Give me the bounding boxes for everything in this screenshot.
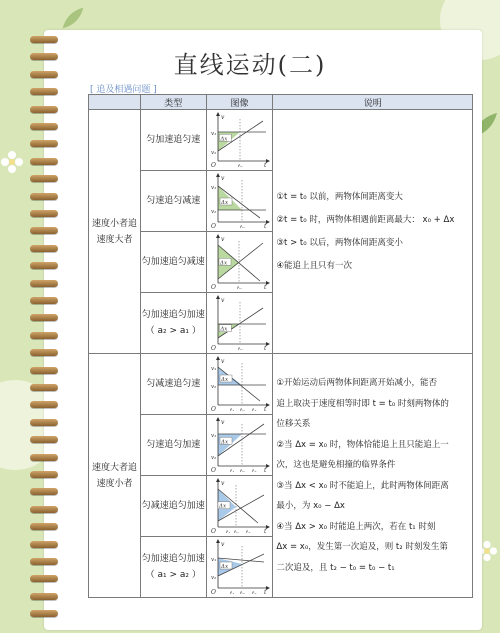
binding-ring [30, 36, 58, 43]
velocity-label: v₁ [211, 184, 217, 191]
desc-line: ②t = t₀ 时，两物体相遇前距离最大： x₀ + Δx [276, 214, 455, 225]
t0-label: t₀ [237, 285, 242, 289]
binding-ring [30, 488, 58, 495]
type-cell: 匀加速追匀加速 （ a₂ > a₁ ） [140, 293, 206, 354]
v-axis-arrow [216, 112, 220, 116]
delta-x-label: Δx [220, 135, 228, 142]
v-axis-label: v [221, 357, 225, 365]
delta-x-label: Δx [219, 503, 227, 510]
vt-graph [208, 416, 270, 472]
velocity-label: v₂ [211, 574, 217, 581]
graph-cell [206, 537, 273, 598]
origin-label: O [211, 161, 217, 167]
header-desc: 说明 [273, 95, 473, 110]
vt-graph [208, 294, 270, 350]
binding-ring [30, 123, 58, 130]
desc-line: 追上取决于速度相等时即 t = t₀ 时刻两物体的 [276, 398, 449, 409]
t-axis-label: t [264, 405, 267, 411]
binding-ring [30, 245, 58, 252]
origin-label: O [211, 466, 217, 472]
t1-label: t₁ [230, 468, 235, 472]
v-axis-arrow [216, 173, 220, 177]
binding-ring [30, 262, 58, 269]
t0-label: t₀ [234, 529, 239, 533]
velocity-label: v₂ [211, 208, 217, 215]
origin-label: O [211, 283, 217, 289]
t-axis-label: t [264, 466, 267, 472]
binding-ring [30, 193, 58, 200]
delta-x-label: Δx [220, 326, 228, 333]
t0-label: t₀ [238, 163, 243, 167]
t-axis-label: t [264, 283, 267, 289]
v-axis-label: v [221, 174, 225, 182]
binding-ring [30, 314, 58, 321]
desc-line: 次，这也是避免相撞的临界条件 [276, 460, 396, 470]
type-cell: 匀加速追匀速 [140, 110, 206, 171]
v-axis-arrow [216, 478, 220, 482]
type-cell: 匀减速追匀加速 [140, 476, 206, 537]
velocity-label: v₁ [211, 432, 217, 439]
origin-label: O [211, 405, 217, 411]
velocity-label: v₁ [211, 130, 217, 137]
header-empty [89, 95, 141, 110]
section-tag: [ 追及相遇问题 ] [90, 85, 157, 95]
t-axis-label: t [264, 161, 267, 167]
header-type: 类型 [140, 95, 206, 110]
flower-icon [0, 150, 24, 174]
spiral-binding [30, 36, 60, 626]
desc-line: ④能追上且只有一次 [276, 260, 353, 271]
binding-ring [30, 71, 58, 78]
desc-line: ①开始运动后两物体间距离开始减小，能否 [276, 378, 438, 388]
t0-label: t₀ [238, 346, 243, 350]
desc-line: 最小，为 x₀ − Δx [276, 501, 345, 511]
origin-label: O [211, 588, 217, 594]
type-cell: 匀速追匀减速 [140, 171, 206, 232]
type-cell: 匀加速追匀减速 [140, 232, 206, 293]
vt-graph [208, 477, 270, 533]
desc-cell [273, 354, 473, 598]
origin-label: O [211, 527, 217, 533]
v-axis-label: v [221, 479, 225, 487]
binding-ring [30, 367, 58, 374]
page-title: 直线运动(二) [173, 51, 327, 79]
t-axis-arrow [266, 220, 270, 224]
header-image: 图像 [206, 95, 273, 110]
binding-ring [30, 106, 58, 113]
t1-label: t₁ [230, 407, 235, 411]
binding-ring [30, 541, 58, 548]
desc-line: ①t = t₀ 以前，两物体间距离变大 [276, 191, 403, 202]
binding-ring [30, 610, 58, 617]
velocity-line [218, 308, 263, 338]
desc-line: ③t > t₀ 以后，两物体间距离变小 [276, 237, 403, 248]
velocity-label: v₂ [211, 454, 217, 461]
delta-x-label: Δx [221, 563, 229, 570]
binding-ring [30, 227, 58, 234]
origin-label: O [211, 344, 217, 350]
graph-cell [206, 110, 273, 171]
binding-ring [30, 140, 58, 147]
desc-cell [273, 110, 473, 354]
t-axis-label: t [264, 344, 267, 350]
binding-ring [30, 419, 58, 426]
v-axis-label: v [221, 418, 225, 426]
graph-cell [206, 354, 273, 415]
graph-cell [206, 476, 273, 537]
graph-cell [206, 171, 273, 232]
category-cell: 速度大者追 速度小者 [89, 354, 141, 598]
delta-x-label: Δx [221, 438, 229, 445]
chase-table [88, 94, 473, 598]
binding-ring [30, 280, 58, 287]
velocity-label: v₁ [211, 556, 217, 563]
binding-ring [30, 436, 58, 443]
graph-cell [206, 415, 273, 476]
origin-label: O [211, 222, 217, 228]
binding-ring [30, 558, 58, 565]
vt-graph [208, 538, 270, 594]
vt-graph [208, 233, 270, 289]
table-row [89, 110, 473, 171]
vt-graph [208, 355, 270, 411]
t2-label: t₂ [252, 590, 257, 594]
desc-line: ④当 Δx > x₀ 时能追上两次，若在 t₁ 时刻 [276, 521, 436, 532]
v-axis-label: v [221, 540, 225, 548]
binding-ring [30, 454, 58, 461]
t2-label: t₂ [252, 468, 257, 472]
leaf-icon [60, 5, 86, 31]
binding-ring [30, 384, 58, 391]
velocity-label: v₂ [211, 149, 217, 156]
v-axis-arrow [216, 539, 220, 543]
t0-label: t₀ [240, 224, 245, 228]
binding-ring [30, 349, 58, 356]
binding-ring [30, 297, 58, 304]
t-axis-arrow [266, 342, 270, 346]
binding-ring [30, 401, 58, 408]
vt-graph [208, 111, 270, 167]
t-axis-arrow [266, 464, 270, 468]
t1-label: t₁ [226, 529, 231, 533]
desc-line: Δx = x₀，发生第一次追及，则 t₂ 时刻发生第 [276, 542, 448, 552]
desc-line: ③当 Δx < x₀ 时不能追上，此时两物体间距离 [276, 480, 449, 491]
t-axis-arrow [266, 525, 270, 529]
table-row [89, 354, 473, 415]
graph-cell [206, 232, 273, 293]
v-axis-arrow [216, 417, 220, 421]
v-axis-label: v [221, 296, 225, 304]
t-axis-arrow [266, 586, 270, 590]
v-axis-label: v [221, 113, 225, 121]
category-cell: 速度小者追 速度大者 [89, 110, 141, 354]
t0-label: t₀ [240, 468, 245, 472]
delta-x-label: Δx [221, 376, 229, 383]
t2-label: t₂ [252, 407, 257, 411]
type-cell: 匀速追匀加速 [140, 415, 206, 476]
vt-graph [208, 172, 270, 228]
delta-x-label: Δx [220, 259, 228, 266]
binding-ring [30, 593, 58, 600]
binding-ring [30, 210, 58, 217]
binding-ring [30, 332, 58, 339]
type-cell: 匀减速追匀速 [140, 354, 206, 415]
t-axis-label: t [264, 222, 267, 228]
v-axis-label: v [221, 235, 225, 243]
desc-line: 二次追及，且 t₂ − t₀ = t₀ − t₁ [276, 562, 395, 573]
desc-line: 位移关系 [276, 419, 311, 429]
t-axis-label: t [264, 527, 267, 533]
binding-ring [30, 175, 58, 182]
t-axis-arrow [266, 159, 270, 163]
binding-ring [30, 506, 58, 513]
desc-line: ②当 Δx = x₀ 时，物体恰能追上且只能追上一 [276, 439, 449, 450]
binding-ring [30, 575, 58, 582]
t0-label: t₀ [240, 407, 245, 411]
binding-ring [30, 471, 58, 478]
velocity-label: v₁ [211, 365, 217, 372]
t-axis-arrow [266, 281, 270, 285]
t2-label: t₂ [246, 529, 251, 533]
t-axis-arrow [266, 403, 270, 407]
type-cell: 匀加速追匀加速 （ a₁ > a₂ ） [140, 537, 206, 598]
t1-label: t₁ [230, 590, 235, 594]
graph-cell [206, 293, 273, 354]
binding-ring [30, 158, 58, 165]
binding-ring [30, 53, 58, 60]
binding-ring [30, 523, 58, 530]
v-axis-arrow [216, 295, 220, 299]
delta-x-label: Δx [221, 199, 229, 206]
v-axis-arrow [216, 356, 220, 360]
binding-ring [30, 88, 58, 95]
table-header-row [89, 95, 473, 110]
v-axis-arrow [216, 234, 220, 238]
t0-label: t₀ [240, 590, 245, 594]
velocity-label: v₂ [211, 383, 217, 390]
t-axis-label: t [264, 588, 267, 594]
